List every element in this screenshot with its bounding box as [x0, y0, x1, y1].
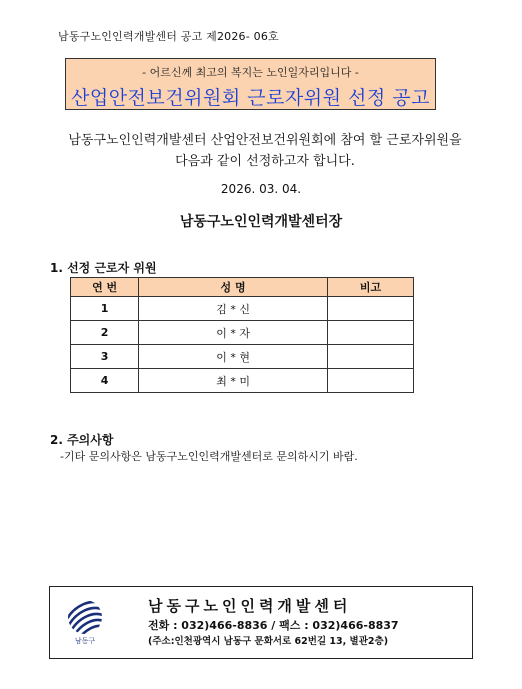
- members-table: [70, 277, 414, 393]
- banner-slogan: - 어르신께 최고의 복지는 노인일자리입니다 -: [142, 66, 359, 79]
- row-number: 2: [71, 321, 139, 345]
- intro-paragraph: [40, 130, 490, 172]
- section-title-notes: 2. 주의사항: [50, 433, 114, 447]
- member-note: [327, 369, 413, 393]
- column-header: 비고: [327, 278, 413, 297]
- section-title-members: 1. 선정 근로자 위원: [50, 261, 157, 275]
- notice-date: 2026. 03. 04.: [220, 182, 302, 196]
- table-row: [71, 321, 414, 345]
- logo-label: 남동구: [74, 637, 96, 645]
- member-name: 김 * 신: [139, 297, 328, 321]
- member-name: 최 * 미: [139, 369, 328, 393]
- contact-info: 전화 : 032)466-8836 / 팩스 : 032)466-8837: [148, 619, 399, 632]
- column-header: 연 번: [71, 278, 139, 297]
- footer-contact-box: [49, 586, 473, 659]
- member-note: [327, 297, 413, 321]
- intro-line: 다음과 같이 선정하고자 합니다.: [175, 154, 355, 169]
- signer: 남동구노인인력개발센터장: [179, 214, 343, 230]
- table-row: [71, 369, 414, 393]
- notes-text: -기타 문의사항은 남동구노인인력개발센터로 문의하시기 바람.: [60, 450, 358, 463]
- center-name: 남동구노인인력개발센터: [148, 597, 352, 615]
- row-number: 1: [71, 297, 139, 321]
- page-title: 산업안전보건위원회 근로자위원 선정 공고: [71, 87, 430, 109]
- table-header-row: [71, 278, 414, 297]
- member-note: [327, 345, 413, 369]
- row-number: 3: [71, 345, 139, 369]
- column-header: 성 명: [139, 278, 328, 297]
- row-number: 4: [71, 369, 139, 393]
- title-banner: [65, 58, 436, 110]
- member-note: [327, 321, 413, 345]
- notice-number: 남동구노인인력개발센터 공고 제2026- 06호: [58, 30, 279, 43]
- intro-line: 남동구노인인력개발센터 산업안전보건위원회에 참여 할 근로자위원을: [68, 133, 462, 148]
- table-row: [71, 345, 414, 369]
- member-name: 이 * 자: [139, 321, 328, 345]
- member-name: 이 * 현: [139, 345, 328, 369]
- address: (주소:인천광역시 남동구 문화서로 62번길 13, 별관2층): [148, 636, 389, 647]
- table-row: [71, 297, 414, 321]
